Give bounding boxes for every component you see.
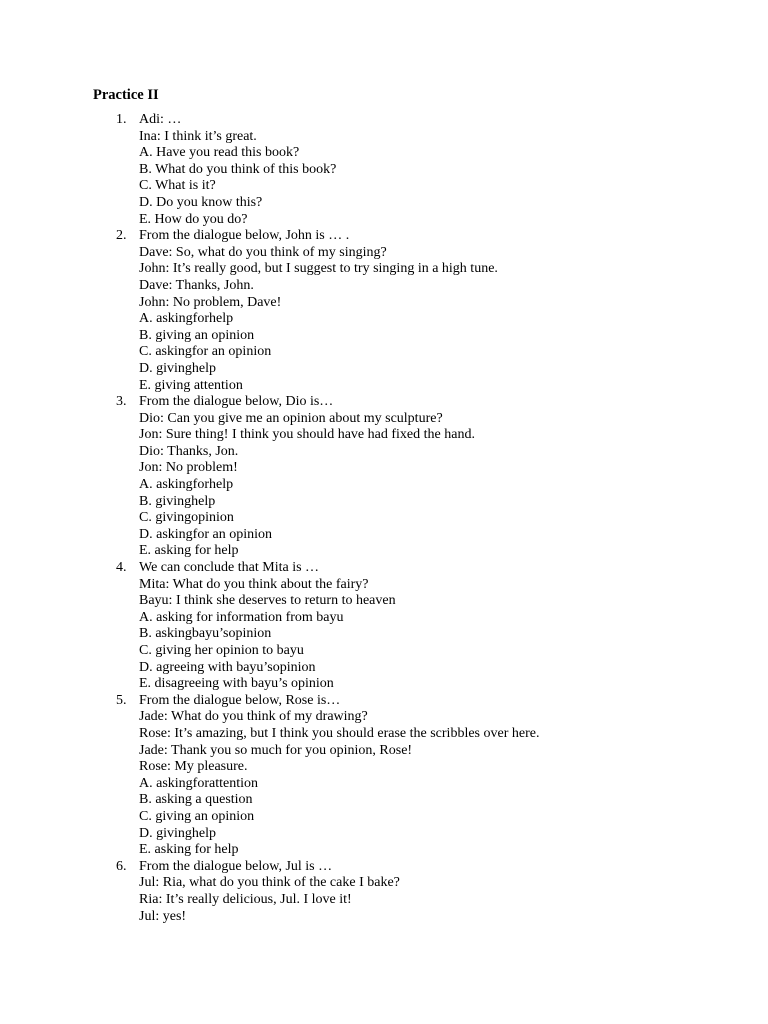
- answer-option: E. giving attention: [139, 377, 243, 393]
- question-item: [116, 112, 739, 228]
- question-number: 4.: [116, 560, 127, 576]
- dialogue-line: Rose: My pleasure.: [139, 759, 248, 775]
- answer-option: C. What is it?: [139, 178, 216, 194]
- question-number: 3.: [116, 394, 127, 410]
- answer-option: B. asking a question: [139, 792, 253, 808]
- answer-option: B. What do you think of this book?: [139, 161, 337, 177]
- answer-option: D. givinghelp: [139, 825, 216, 841]
- dialogue-line: Mita: What do you think about the fairy?: [139, 576, 369, 592]
- answer-option: C. givingopinion: [139, 510, 234, 526]
- answer-option: A. askingforattention: [139, 775, 258, 791]
- dialogue-line: Jon: Sure thing! I think you should have had fixed the hand.: [139, 427, 475, 443]
- question-number: 6.: [116, 858, 127, 874]
- answer-option: A. asking for information from bayu: [139, 609, 344, 625]
- dialogue-line: John: No problem, Dave!: [139, 294, 282, 310]
- answer-option: D. askingfor an opinion: [139, 526, 272, 542]
- answer-option: D. Do you know this?: [139, 194, 263, 210]
- answer-option: B. giving an opinion: [139, 327, 255, 343]
- page-title: Practice II: [93, 87, 159, 103]
- question-prompt: From the dialogue below, Jul is …: [139, 858, 333, 874]
- question-item: [116, 228, 739, 394]
- dialogue-line: John: It’s really good, but I suggest to try singing in a high tune.: [139, 261, 498, 277]
- question-item: [116, 692, 739, 859]
- question-prompt: From the dialogue below, Rose is…: [139, 692, 341, 708]
- question-item: [116, 560, 739, 693]
- answer-option: B. givinghelp: [139, 493, 216, 509]
- answer-option: E. disagreeing with bayu’s opinion: [139, 676, 334, 692]
- question-prompt: From the dialogue below, John is … .: [139, 228, 350, 244]
- dialogue-line: Bayu: I think she deserves to return to heaven: [139, 593, 396, 609]
- answer-option: E. asking for help: [139, 842, 239, 858]
- question-number: 5.: [116, 692, 127, 708]
- dialogue-line: Dave: So, what do you think of my singing?: [139, 244, 387, 260]
- dialogue-line: Jon: No problem!: [139, 460, 238, 476]
- dialogue-line: Dio: Thanks, Jon.: [139, 443, 239, 459]
- answer-option: A. Have you read this book?: [139, 145, 300, 161]
- answer-option: D. givinghelp: [139, 360, 216, 376]
- answer-option: A. askingforhelp: [139, 311, 234, 327]
- question-prompt: From the dialogue below, Dio is…: [139, 394, 334, 410]
- dialogue-line: Jul: Ria, what do you think of the cake I bake?: [139, 875, 400, 891]
- question-number: 1.: [116, 112, 127, 127]
- answer-option: D. agreeing with bayu’sopinion: [139, 659, 316, 675]
- question-prompt: Adi: …: [139, 112, 182, 127]
- dialogue-line: Dio: Can you give me an opinion about my sculpture?: [139, 410, 443, 426]
- dialogue-line: Ina: I think it’s great.: [139, 128, 257, 144]
- dialogue-line: Dave: Thanks, John.: [139, 277, 254, 293]
- dialogue-line: Jade: What do you think of my drawing?: [139, 709, 368, 725]
- dialogue-line: Jul: yes!: [139, 908, 187, 924]
- answer-option: B. askingbayu’sopinion: [139, 626, 272, 642]
- answer-option: E. How do you do?: [139, 211, 248, 227]
- question-prompt: We can conclude that Mita is …: [139, 560, 320, 576]
- question-item: [116, 858, 739, 925]
- dialogue-line: Jade: Thank you so much for you opinion, Rose!: [139, 742, 413, 758]
- question-number: 2.: [116, 228, 127, 244]
- answer-option: C. giving her opinion to bayu: [139, 643, 304, 658]
- dialogue-line: Ria: It’s really delicious, Jul. I love it!: [139, 891, 352, 907]
- answer-option: A. askingforhelp: [139, 477, 234, 493]
- answer-option: C. askingfor an opinion: [139, 344, 272, 360]
- dialogue-line: Rose: It’s amazing, but I think you should erase the scribbles over here.: [139, 725, 540, 741]
- question-list: [116, 112, 739, 925]
- answer-option: E. asking for help: [139, 543, 239, 559]
- answer-option: C. giving an opinion: [139, 808, 255, 824]
- question-item: [116, 394, 739, 560]
